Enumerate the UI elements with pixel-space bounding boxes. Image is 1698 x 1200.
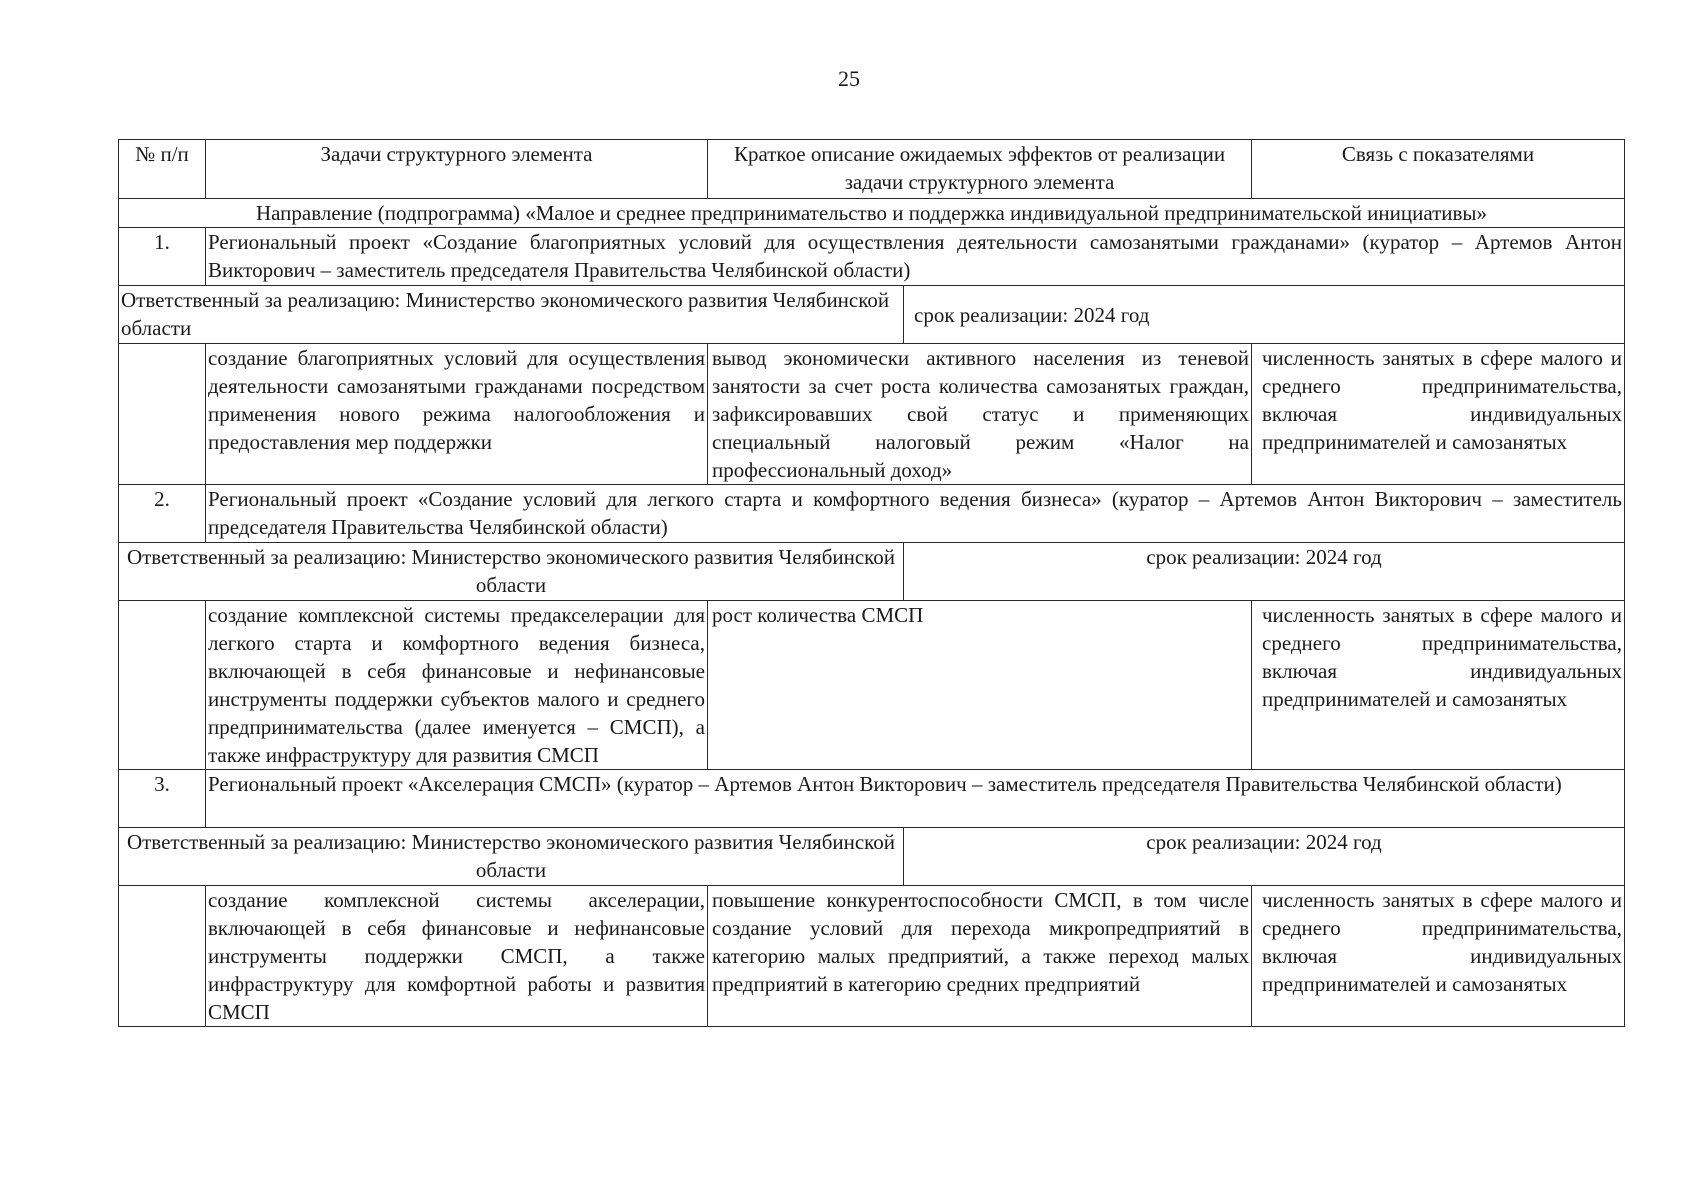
responsible-row <box>119 286 1625 344</box>
project-number: 2. <box>119 485 206 543</box>
indicator-text: численность занятых в сфере малого и среднего предпринимательства, включая индивидуальных предпринимателей и самозанятых <box>1252 344 1625 485</box>
direction-row <box>119 199 1625 228</box>
structural-elements-table <box>118 139 1625 1027</box>
responsible-text: Ответственный за реализацию: Министерство экономического развития Челябинской области <box>119 286 904 344</box>
task-num-cell <box>119 886 206 1027</box>
term-text: срок реализации: 2024 год <box>904 543 1625 601</box>
task-text: создание благоприятных условий для осуществления деятельности самозанятыми гражданами посредством применения нового режима налогообложения и предоставления мер поддержки <box>206 344 708 485</box>
project-row <box>119 228 1625 286</box>
task-text: создание комплексной системы акселерации, включающей в себя финансовые и нефинансовые инструменты поддержки СМСП, а также инфраструктуру для комфортной работы и развития СМСП <box>206 886 708 1027</box>
responsible-row <box>119 543 1625 601</box>
page-number: 25 <box>838 66 860 91</box>
responsible-row <box>119 828 1625 886</box>
project-title: Региональный проект «Создание условий для легкого старта и комфортного ведения бизнеса» (куратор – Артемов Антон Викторович – заместитель председателя Правительства Челябинской области) <box>206 485 1625 543</box>
responsible-text: Ответственный за реализацию: Министерство экономического развития Челябинской области <box>119 543 904 601</box>
responsible-text: Ответственный за реализацию: Министерство экономического развития Челябинской области <box>119 828 904 886</box>
header-tasks: Задачи структурного элемента <box>206 140 708 199</box>
task-row <box>119 886 1625 1027</box>
task-row <box>119 344 1625 485</box>
project-row <box>119 770 1625 828</box>
header-num: № п/п <box>119 140 206 199</box>
indicator-text: численность занятых в сфере малого и среднего предпринимательства, включая индивидуальных предпринимателей и самозанятых <box>1252 886 1625 1027</box>
effect-text: повышение конкурентоспособности СМСП, в том числе создание условий для перехода микропредприятий в категорию малых предприятий, а также переход малых предприятий в категорию средних предприятий <box>708 886 1252 1027</box>
task-row <box>119 601 1625 770</box>
task-num-cell <box>119 601 206 770</box>
project-title: Региональный проект «Акселерация СМСП» (куратор – Артемов Антон Викторович – заместитель председателя Правительства Челябинской области) <box>206 770 1625 828</box>
table-header-row <box>119 140 1625 199</box>
project-row <box>119 485 1625 543</box>
effect-text: рост количества СМСП <box>708 601 1252 770</box>
task-num-cell <box>119 344 206 485</box>
project-number: 1. <box>119 228 206 286</box>
task-text: создание комплексной системы предакселерации для легкого старта и комфортного ведения бизнеса, включающей в себя финансовые и нефинансовые инструменты поддержки субъектов малого и среднего предпринимательства (далее именуется – СМСП), а также инфраструктуру для развития СМСП <box>206 601 708 770</box>
project-title: Региональный проект «Создание благоприятных условий для осуществления деятельности самозанятыми гражданами» (куратор – Артемов Антон Викторович – заместитель председателя Правительства Челябинской области) <box>206 228 1625 286</box>
direction-title: Направление (подпрограмма) «Малое и среднее предпринимательство и поддержка индивидуальной предпринимательской инициативы» <box>119 199 1625 228</box>
indicator-text: численность занятых в сфере малого и среднего предпринимательства, включая индивидуальных предпринимателей и самозанятых <box>1252 601 1625 770</box>
header-link: Связь с показателями <box>1252 140 1625 199</box>
term-text: срок реализации: 2024 год <box>904 286 1625 344</box>
effect-text: вывод экономически активного населения из теневой занятости за счет роста количества самозанятых граждан, зафиксировавших свой статус и применяющих специальный налоговый режим «Налог на профессиональный доход» <box>708 344 1252 485</box>
header-effects: Краткое описание ожидаемых эффектов от реализации задачи структурного элемента <box>708 140 1252 199</box>
project-number: 3. <box>119 770 206 828</box>
term-text: срок реализации: 2024 год <box>904 828 1625 886</box>
